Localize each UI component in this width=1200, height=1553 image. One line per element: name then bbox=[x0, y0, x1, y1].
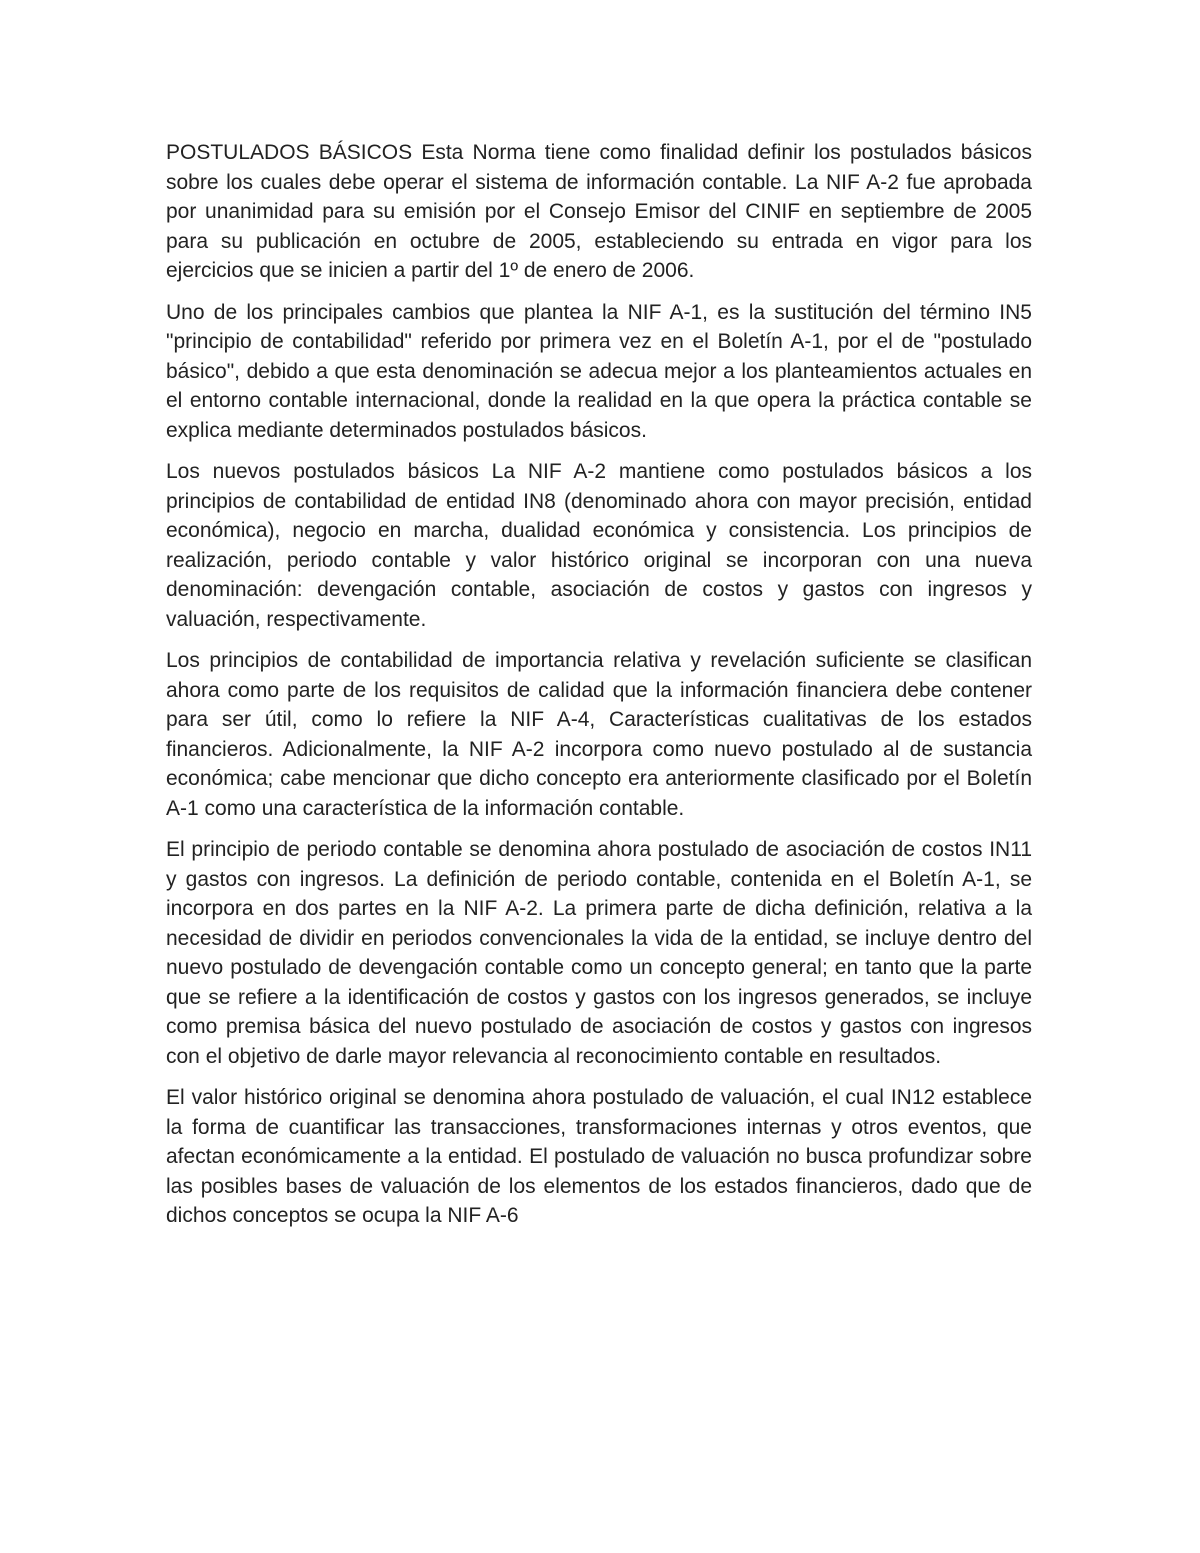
paragraph-importancia-relativa: Los principios de contabilidad de importancia relativa y revelación suficiente se clasifican ahora como parte de los requisitos de calidad que la información financiera debe contener para ser útil, como lo refiere la NIF A-4, Características cualitativas de los estados financieros. Adicionalmente, la NIF A-2 incorpora como nuevo postulado al de sustancia económica; cabe mencionar que dicho concepto era anteriormente clasificado por el Boletín A-1 como una característica de la información contable. bbox=[166, 649, 1032, 820]
paragraph-valor-historico: El valor histórico original se denomina ahora postulado de valuación, el cual IN12 establece la forma de cuantificar las transacciones, transformaciones internas y otros eventos, que afectan económicamente a la entidad. El postulado de valuación no busca profundizar sobre las posibles bases de valuación de los elementos de los estados financieros, dado que de dichos conceptos se ocupa la NIF A-6 bbox=[166, 1086, 1032, 1227]
paragraph-postulados-basicos: POSTULADOS BÁSICOS Esta Norma tiene como finalidad definir los postulados básicos sobre los cuales debe operar el sistema de información contable. La NIF A-2 fue aprobada por unanimidad para su emisión por el Consejo Emisor del CINIF en septiembre de 2005 para su publicación en octubre de 2005, estableciendo su entrada en vigor para los ejercicios que se inicien a partir del 1º de enero de 2006. bbox=[166, 141, 1032, 282]
paragraph-cambios-nif-a1: Uno de los principales cambios que plantea la NIF A-1, es la sustitución del término IN5 "principio de contabilidad" referido por primera vez en el Boletín A-1, por el de "postulado básico", debido a que esta denominación se adecua mejor a los planteamientos actuales en el entorno contable internacional, donde la realidad en la que opera la práctica contable se explica mediante determinados postulados básicos. bbox=[166, 300, 1032, 442]
paragraph-periodo-contable: El principio de periodo contable se denomina ahora postulado de asociación de costos IN11 y gastos con ingresos. La definición de periodo contable, contenida en el Boletín A-1, se incorpora en dos partes en la NIF A-2. La primera parte de dicha definición, relativa a la necesidad de dividir en periodos convencionales la vida de la entidad, se incluye dentro del nuevo postulado de devengación contable como un concepto general; en tanto que la parte que se refiere a la identificación de costos y gastos con los ingresos generados, se incluye como premisa básica del nuevo postulado de asociación de costos y gastos con ingresos con el objetivo de darle mayor relevancia al reconocimiento contable en resultados. bbox=[166, 838, 1032, 1068]
document-page bbox=[166, 138, 1032, 1243]
paragraph-nuevos-postulados: Los nuevos postulados básicos La NIF A-2 mantiene como postulados básicos a los principios de contabilidad de entidad IN8 (denominado ahora con mayor precisión, entidad económica), negocio en marcha, dualidad económica y consistencia. Los principios de realización, periodo contable y valor histórico original se incorporan con una nueva denominación: devengación contable, asociación de costos y gastos con ingresos y valuación, respectivamente. bbox=[166, 460, 1032, 631]
